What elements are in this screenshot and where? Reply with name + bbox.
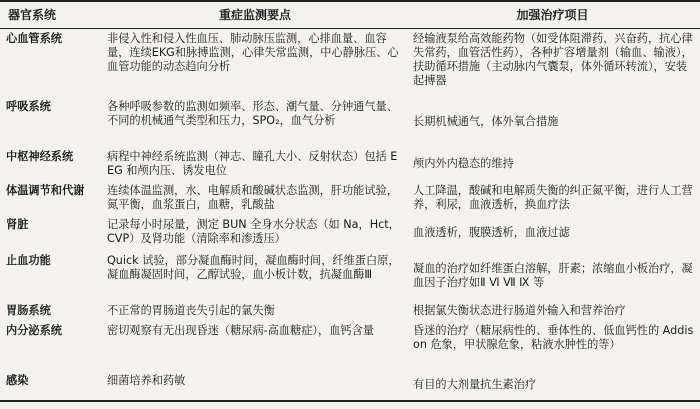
row-system: 肾脏 [6,217,29,231]
row-monitoring: Quick 试验，部分凝血酶时间，凝血酶时间，纤维蛋白原，凝血酶凝固时间，乙醇试验，血小板计数，抗凝血酶Ⅲ [107,253,400,281]
row-treatment: 经输液泵给高效能药物（如受体阻滞药，兴奋药，抗心律失常药，血管活性药），各种扩容增量剂（输血、输液），扶助循环措施（主动脉内气囊泵，体外循环转流），安装起搏器 [413,32,693,87]
table-header-row [0,1,700,29]
table-row [0,371,700,401]
row-monitoring: 记录每小时尿量，测定 BUN 全身水分状态（如 Na，Hct，CVP）及肾功能（清除率和渗透压） [107,217,400,245]
row-monitoring: 非侵入性和侵入性血压、肺动脉压监测，心排血量、血容量，连续EKG和脉搏监测，心律失常监测，中心静脉压、心血管功能的动态趋向分析 [107,32,399,73]
row-system: 呼吸系统 [6,99,51,113]
table-row [0,215,700,251]
row-treatment: 凝血的治疗如纤维蛋白溶解，肝素；浓缩血小板治疗，凝血因子治疗如Ⅱ Ⅵ Ⅶ Ⅸ 等 [413,261,693,289]
row-monitoring: 细菌培养和药敏 [105,371,405,401]
table-row [0,97,700,147]
row-treatment: 血液透析，腹膜透析，血液过滤 [413,225,570,239]
row-system: 胃肠系统 [6,303,51,317]
row-system: 中枢神经系统 [6,149,74,163]
row-treatment: 昏迷的治疗（糖尿病性的、垂体性的、低血钙性的 Addison 危象，甲状腺危象，粘液水肿性的等） [413,323,694,351]
header-monitoring: 重症监测要点 [105,1,405,29]
row-treatment: 根据氯失衡状态进行肠道外输入和营养治疗 [413,303,626,317]
header-treatment: 加强治疗项目 [405,1,700,29]
row-system: 感染 [0,371,105,401]
row-monitoring: 病程中神经系统监测（神志、瞳孔大小、反射状态）包括 EEG 和颅内压、诱发电位 [107,149,398,177]
row-monitoring: 密切观察有无出现昏迷（糖尿病-高血糖症），血钙含量 [107,323,374,337]
table-row [0,321,700,371]
row-system: 体温调节和代谢 [6,183,85,197]
row-monitoring: 连续体温监测，水、电解质和酸碱状态监测，肝功能试验，氮平衡，血浆蛋白，血糖，乳酸盐 [107,183,398,211]
row-monitoring: 不正常的胃肠道丧失引起的氯失衡 [107,303,275,317]
table-row [0,181,700,215]
table-row [0,251,700,301]
row-treatment: 人工降温，酸碱和电解质失衡的纠正氮平衡，进行人工营养，利尿，血液透析，换血疗法 [413,183,693,211]
table-row [0,301,700,321]
table-row [0,29,700,97]
table-row [0,147,700,181]
row-system: 内分泌系统 [6,323,62,337]
row-treatment: 颅内外内稳态的维持 [413,156,514,170]
row-treatment: 有目的大剂量抗生素治疗 [405,371,700,401]
row-system: 心血管系统 [6,32,62,45]
row-monitoring: 各种呼吸参数的监测如频率、形态、潮气量、分钟通气量、不同的机械通气类型和压力，SPO₂，血气分析 [107,99,398,127]
row-system: 止血功能 [6,253,51,267]
row-treatment: 长期机械通气，体外氧合措施 [413,114,559,128]
header-organ-system: 器官系统 [0,1,105,29]
